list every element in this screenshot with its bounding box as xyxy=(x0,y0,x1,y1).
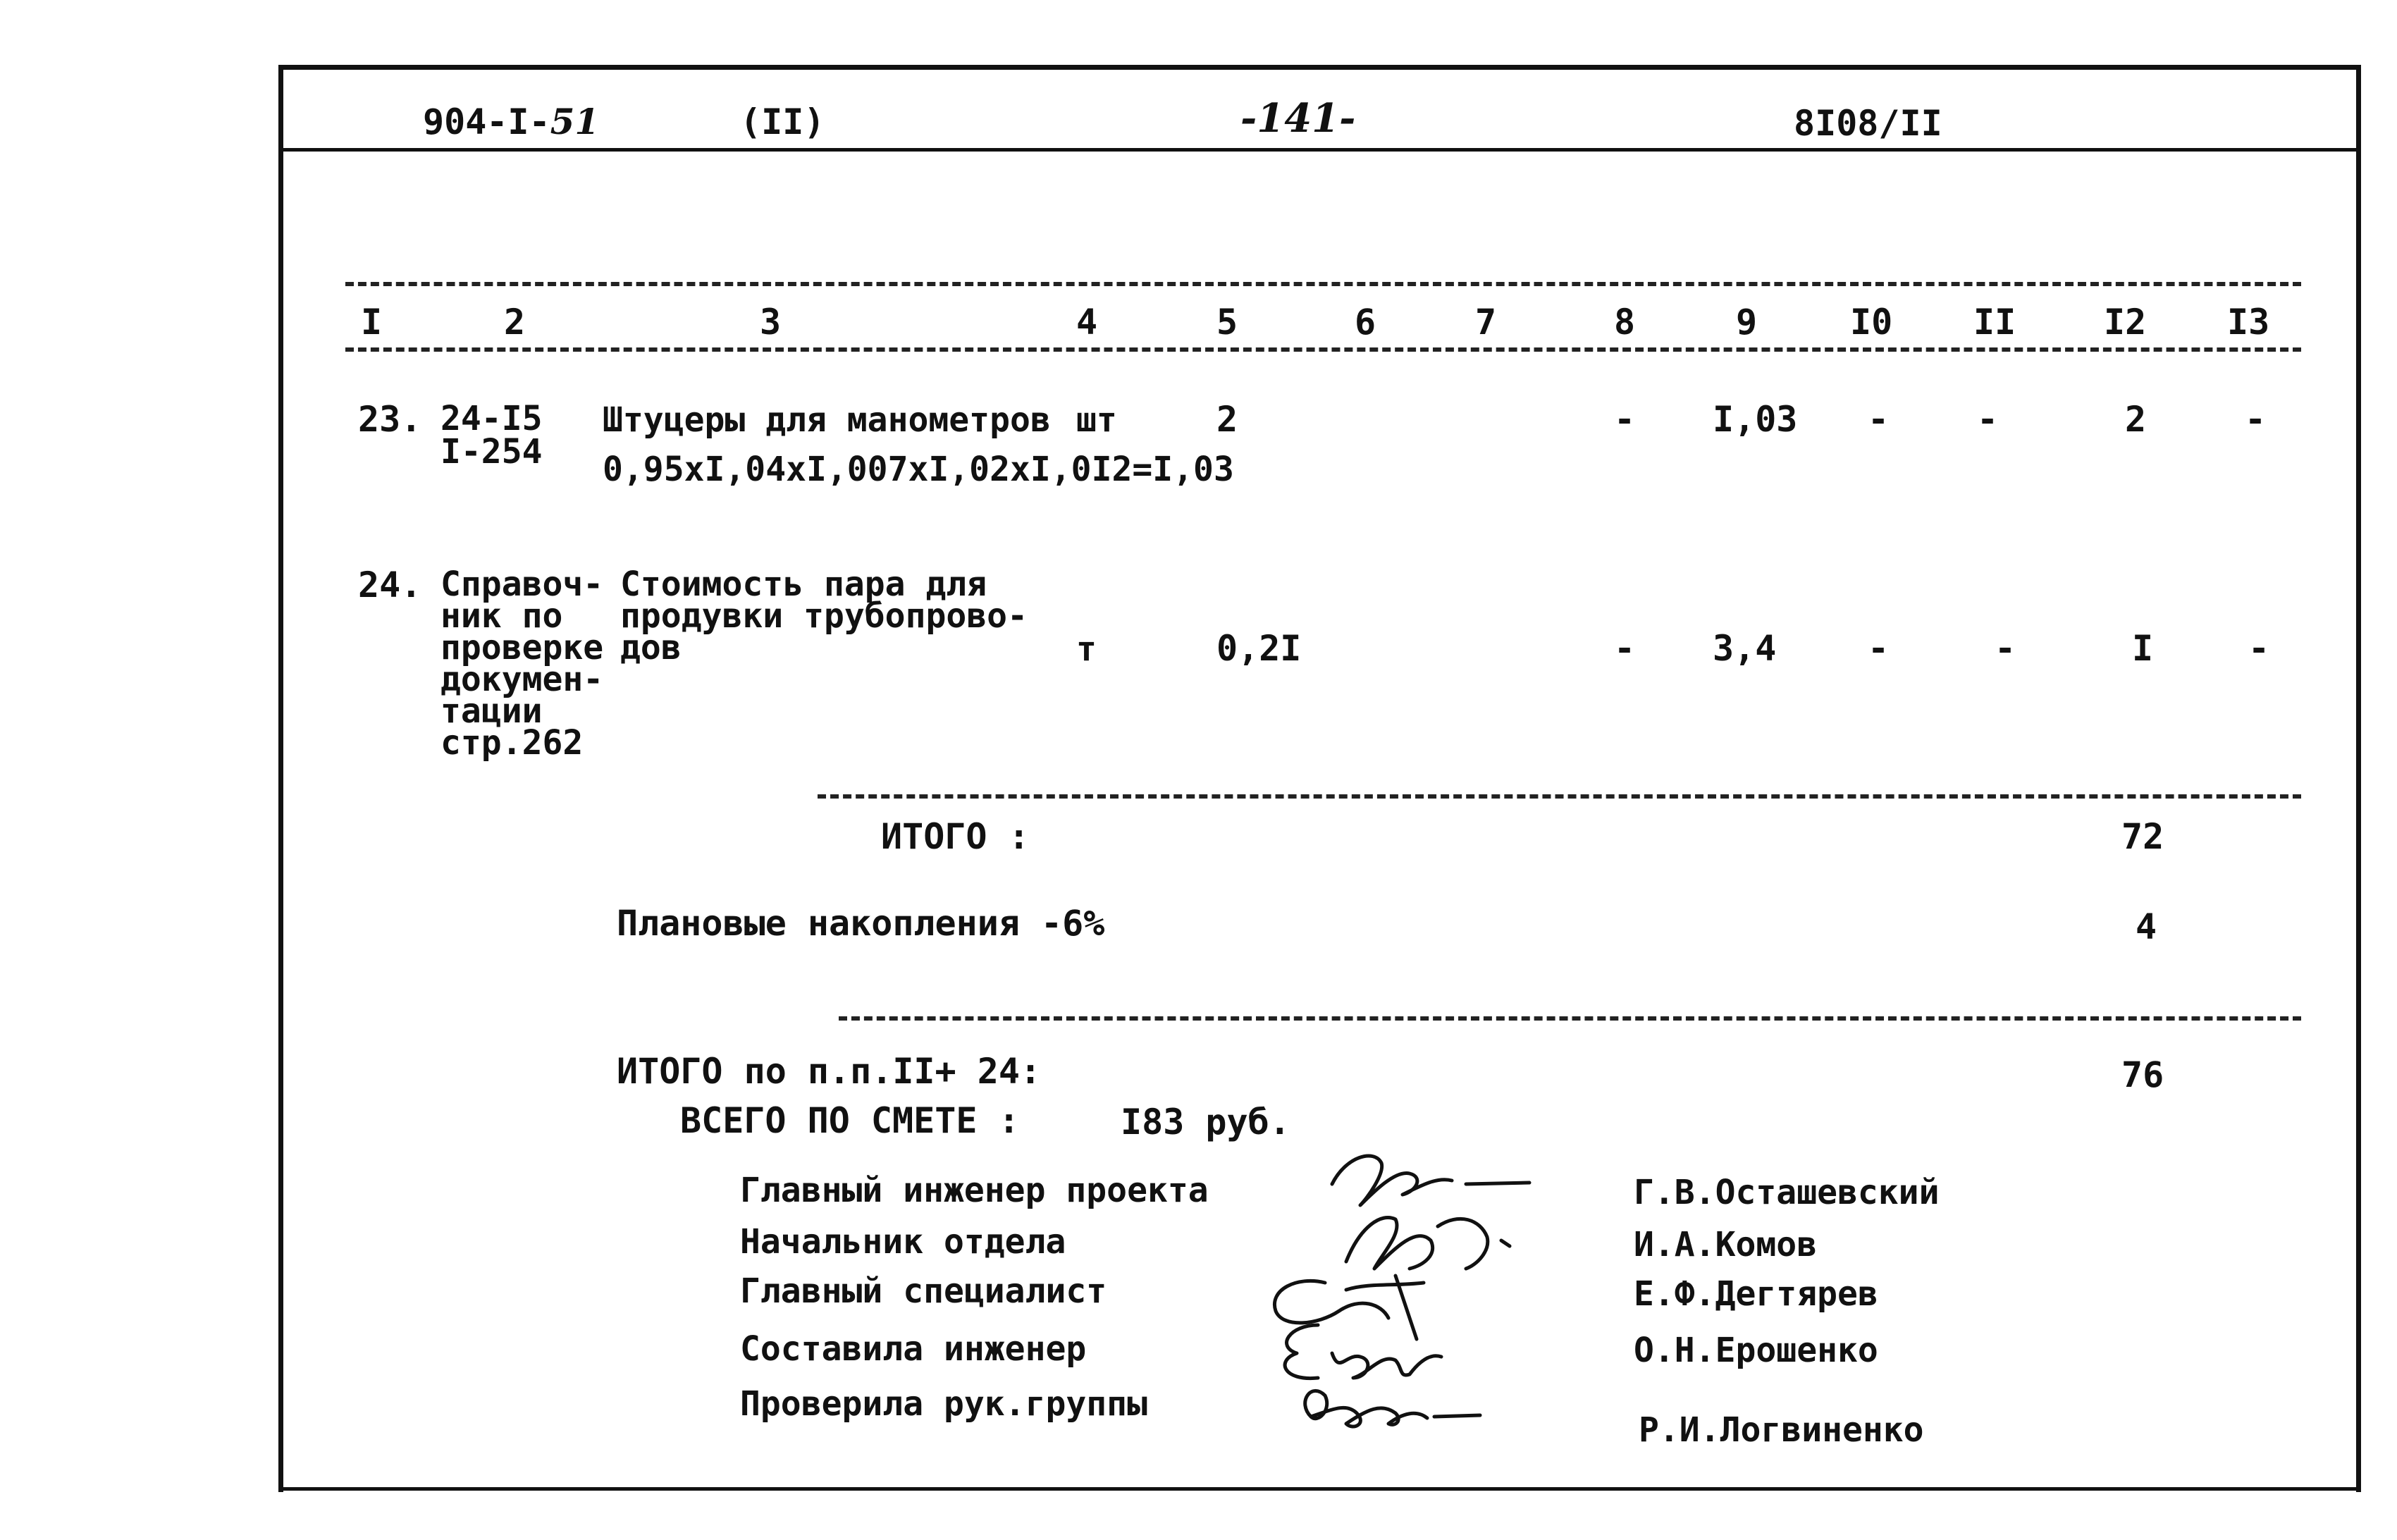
frame-right-border xyxy=(2356,65,2361,1492)
header-section: (II) xyxy=(740,101,825,142)
column-header-6: 6 xyxy=(1355,302,1376,343)
column-header-8: 8 xyxy=(1614,302,1636,343)
column-header-4: 4 xyxy=(1076,302,1098,343)
header-doc-number: 8I08/II xyxy=(1794,103,1942,144)
column-header-bottom-rule xyxy=(345,347,2301,352)
row-ref-line: Справоч- xyxy=(440,565,604,604)
row-number: 24. xyxy=(358,565,422,605)
row-description: Штуцеры для манометров xyxy=(603,400,1051,440)
row-col13: - xyxy=(2248,628,2270,669)
signatory-name: Г.В.Осташевский xyxy=(1634,1173,1940,1212)
signatory-name: И.А.Комов xyxy=(1634,1225,1818,1264)
row-col10: - xyxy=(1868,628,1890,669)
row-ref-line: докумен- xyxy=(440,660,604,699)
row-ref-line: I-254 xyxy=(440,432,543,472)
column-header-7: 7 xyxy=(1475,302,1497,343)
signatory-role: Проверила рук.группы xyxy=(740,1384,1147,1424)
itogo-value: 72 xyxy=(2121,816,2164,857)
row-ref-line: 24-I5 xyxy=(440,399,543,438)
frame-header-divider xyxy=(278,148,2358,152)
itogo-label: ИТОГО : xyxy=(881,816,1030,857)
row-col5: 0,2I xyxy=(1216,628,1302,669)
column-header-5: 5 xyxy=(1216,302,1238,343)
header-code-print: 904-I- xyxy=(423,101,550,142)
itogo-pp-value: 76 xyxy=(2121,1054,2164,1095)
frame-top-border xyxy=(278,65,2361,70)
row-unit: шт xyxy=(1076,400,1117,440)
signatory-role: Составила инженер xyxy=(740,1329,1087,1369)
row-col13: - xyxy=(2245,399,2267,440)
column-header-9: 9 xyxy=(1736,302,1758,343)
column-header-11: II xyxy=(1973,302,2016,343)
column-header-1: I xyxy=(361,302,383,343)
row-col11: - xyxy=(1995,628,2016,669)
column-header-2: 2 xyxy=(504,302,526,343)
header-code-handwritten: 51 xyxy=(550,101,600,142)
signatory-name: Е.Ф.Дегтярев xyxy=(1634,1274,1878,1314)
row-ref-line: тации xyxy=(440,691,543,731)
row-description: Стоимость пара для xyxy=(620,565,987,604)
row-ref-line: проверке xyxy=(440,628,604,667)
signature-group-head xyxy=(1290,1374,1501,1438)
row-col8: - xyxy=(1614,399,1636,440)
planned-savings-label: Плановые накопления -6% xyxy=(617,903,1105,944)
subtotal-rule xyxy=(839,1016,2301,1021)
row-col12: I xyxy=(2132,628,2154,669)
row-col8: - xyxy=(1614,628,1636,669)
row-col12: 2 xyxy=(2125,399,2147,440)
vsego-value: I83 руб. xyxy=(1121,1102,1290,1142)
signatory-role: Начальник отдела xyxy=(740,1222,1066,1262)
header-page-number: -141- xyxy=(1240,95,1356,142)
row-description: дов xyxy=(620,628,682,667)
column-header-top-rule xyxy=(345,282,2301,286)
itogo-pp-label: ИТОГО по п.п.II+ 24: xyxy=(617,1051,1042,1092)
signatory-role: Главный специалист xyxy=(740,1271,1107,1311)
row-col11: - xyxy=(1977,399,1999,440)
signatory-name: Р.И.Логвиненко xyxy=(1639,1410,1924,1450)
totals-rule xyxy=(818,794,2301,799)
row-number: 23. xyxy=(358,399,422,440)
planned-savings-value: 4 xyxy=(2136,906,2157,947)
vsego-label: ВСЕГО ПО СМЕТЕ : xyxy=(680,1100,1020,1141)
column-header-10: I0 xyxy=(1850,302,1893,343)
row-col9: 3,4 xyxy=(1713,628,1777,669)
row-description: продувки трубопрово- xyxy=(620,596,1028,636)
row-col9: I,03 xyxy=(1713,399,1798,440)
row-unit: т xyxy=(1076,629,1097,669)
row-col10: - xyxy=(1868,399,1890,440)
row-ref-line: ник по xyxy=(440,596,563,636)
column-header-12: I2 xyxy=(2104,302,2147,343)
frame-left-border xyxy=(278,65,283,1492)
signatory-role: Главный инженер проекта xyxy=(740,1171,1209,1210)
column-header-3: 3 xyxy=(760,302,782,343)
row-formula: 0,95xI,04xI,007xI,02xI,0I2=I,03 xyxy=(603,450,1234,489)
row-col5: 2 xyxy=(1216,399,1238,440)
column-header-13: I3 xyxy=(2227,302,2270,343)
row-ref-line: стр.262 xyxy=(440,723,584,763)
header-doc-code xyxy=(423,101,600,142)
frame-bottom-border xyxy=(278,1487,2361,1491)
signatory-name: О.Н.Ерошенко xyxy=(1634,1331,1878,1370)
